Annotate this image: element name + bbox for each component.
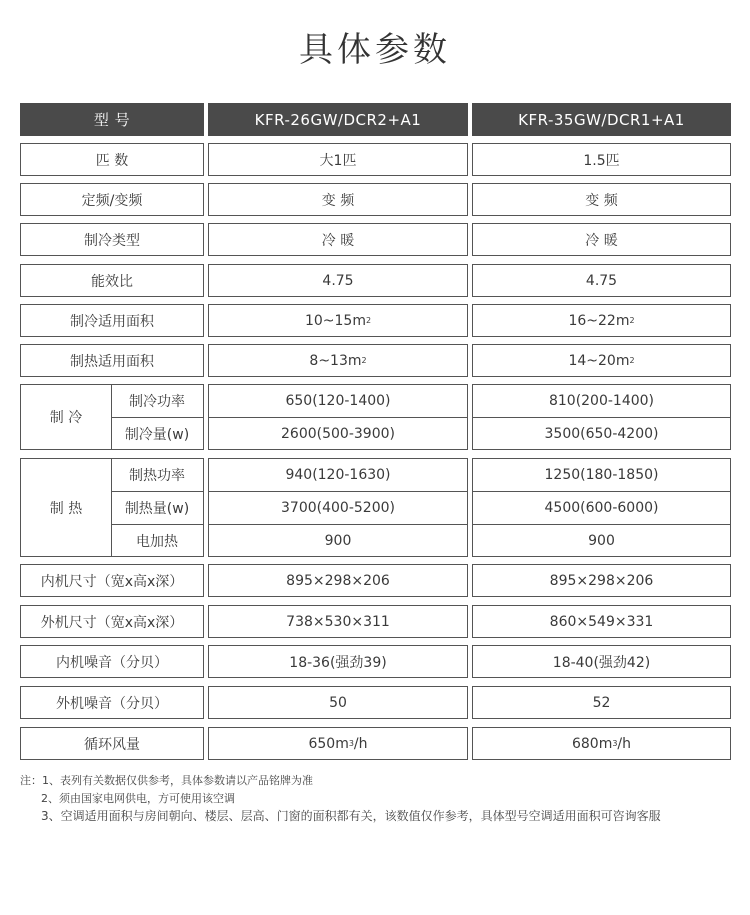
cell-cooling-power-a: 650(120-1400) (285, 393, 391, 409)
cell-outdoor-noise-a: 50 (208, 686, 468, 719)
cooling-group-a (208, 384, 468, 450)
cell-heating-aux-b: 900 (473, 524, 730, 556)
cell-cool-area-a-value: 10~15m (304, 312, 366, 329)
cell-pishu-b: 1.5匹 (472, 143, 731, 176)
cell-airflow-a: 650m 3 /h (208, 727, 468, 760)
cell-eer-b: 4.75 (472, 264, 731, 297)
heating-power-label: 制热功率 (129, 468, 185, 484)
cell-cool-area-b-value: 16~22m (568, 312, 630, 329)
heating-capacity-label: 制热量(w) (111, 491, 203, 524)
header-label-cell: 型 号 (20, 103, 204, 136)
cell-airflow-a-value: 650m (308, 735, 349, 752)
heating-group-label-cell (20, 458, 204, 557)
row-label-outdoor-noise: 外机噪音（分贝） (20, 686, 204, 719)
heating-group-b (472, 458, 731, 557)
row-label-outdoor-size: 外机尺寸（宽x高x深） (20, 605, 204, 638)
cell-cooling-power-b: 810(200-1400) (548, 393, 655, 409)
cell-cooltype-a: 冷 暖 (208, 223, 468, 256)
cooling-power-label: 制冷功率 (129, 394, 185, 410)
cell-heating-power-b: 1250(180-1850) (544, 467, 659, 483)
cell-outdoor-size-a: 738×530×311 (208, 605, 468, 638)
row-label-airflow: 循环风量 (20, 727, 204, 760)
cell-heat-area-b: 14~20m 2 (472, 344, 731, 377)
row-label-heat-area: 制热适用面积 (20, 344, 204, 377)
cell-airflow-b: 680m 3 /h (472, 727, 731, 760)
cell-cooltype-b: 冷 暖 (472, 223, 731, 256)
cell-cool-area-b: 16~22m 2 (472, 304, 731, 337)
cell-airflow-a-unit: /h (353, 735, 368, 752)
row-label-cooltype: 制冷类型 (20, 223, 204, 256)
page-title: 具体参数 (299, 30, 451, 70)
cell-outdoor-noise-b: 52 (472, 686, 731, 719)
cell-heating-capacity-b: 4500(600-6000) (473, 491, 730, 524)
cell-indoor-size-b: 895×298×206 (472, 564, 731, 597)
row-label-eer: 能效比 (20, 264, 204, 297)
cell-heating-capacity-a: 3700(400-5200) (209, 491, 467, 524)
cooling-group-b (472, 384, 731, 450)
cell-indoor-noise-b: 18-40(强劲42) (472, 645, 731, 678)
cell-eer-a: 4.75 (208, 264, 468, 297)
note-3: 3、空调适用面积与房间朝向、楼层、层高、门窗的面积都有关，该数值仅作参考，具体型号空调适用面积可咨询客服 (41, 809, 661, 823)
heating-group-label: 制 热 (49, 500, 83, 517)
cell-heating-aux-a: 900 (209, 524, 467, 556)
cooling-group-label: 制 冷 (49, 410, 83, 426)
cell-freq-a: 变 频 (208, 183, 468, 216)
header-model-a-cell: KFR-26GW/DCR2+A1 (208, 103, 468, 136)
cell-heat-area-b-value: 14~20m (568, 352, 630, 369)
cell-freq-b: 变 频 (472, 183, 731, 216)
row-label-freq: 定频/变频 (20, 183, 204, 216)
cell-cooling-capacity-a: 2600(500-3900) (209, 417, 467, 449)
cell-heating-power-a: 940(120-1630) (285, 467, 391, 483)
cell-heat-area-a: 8~13m 2 (208, 344, 468, 377)
header-model-b-cell: KFR-35GW/DCR1+A1 (472, 103, 731, 136)
cell-outdoor-size-b: 860×549×331 (472, 605, 731, 638)
cooling-group-label-cell (20, 384, 204, 450)
row-label-indoor-noise: 内机噪音（分贝） (20, 645, 204, 678)
note-2: 2、须由国家电网供电，方可使用该空调 (41, 792, 235, 805)
cell-airflow-b-unit: /h (617, 735, 632, 752)
heating-group-a (208, 458, 468, 557)
cell-indoor-noise-a: 18-36(强劲39) (208, 645, 468, 678)
note-1: 注：1、表列有关数据仅供参考，具体参数请以产品铭牌为准 (20, 774, 313, 787)
cell-cool-area-a: 10~15m 2 (208, 304, 468, 337)
cell-cooling-capacity-b: 3500(650-4200) (473, 417, 730, 449)
cooling-capacity-label: 制冷量(w) (111, 417, 203, 449)
heating-aux-label: 电加热 (111, 524, 203, 556)
cell-pishu-a: 大1匹 (208, 143, 468, 176)
row-label-cool-area: 制冷适用面积 (20, 304, 204, 337)
cell-indoor-size-a: 895×298×206 (208, 564, 468, 597)
cell-heat-area-a-value: 8~13m (309, 352, 362, 369)
row-label-indoor-size: 内机尺寸（宽x高x深） (20, 564, 204, 597)
cell-airflow-b-value: 680m (571, 735, 613, 752)
row-label-pishu: 匹 数 (20, 143, 204, 176)
